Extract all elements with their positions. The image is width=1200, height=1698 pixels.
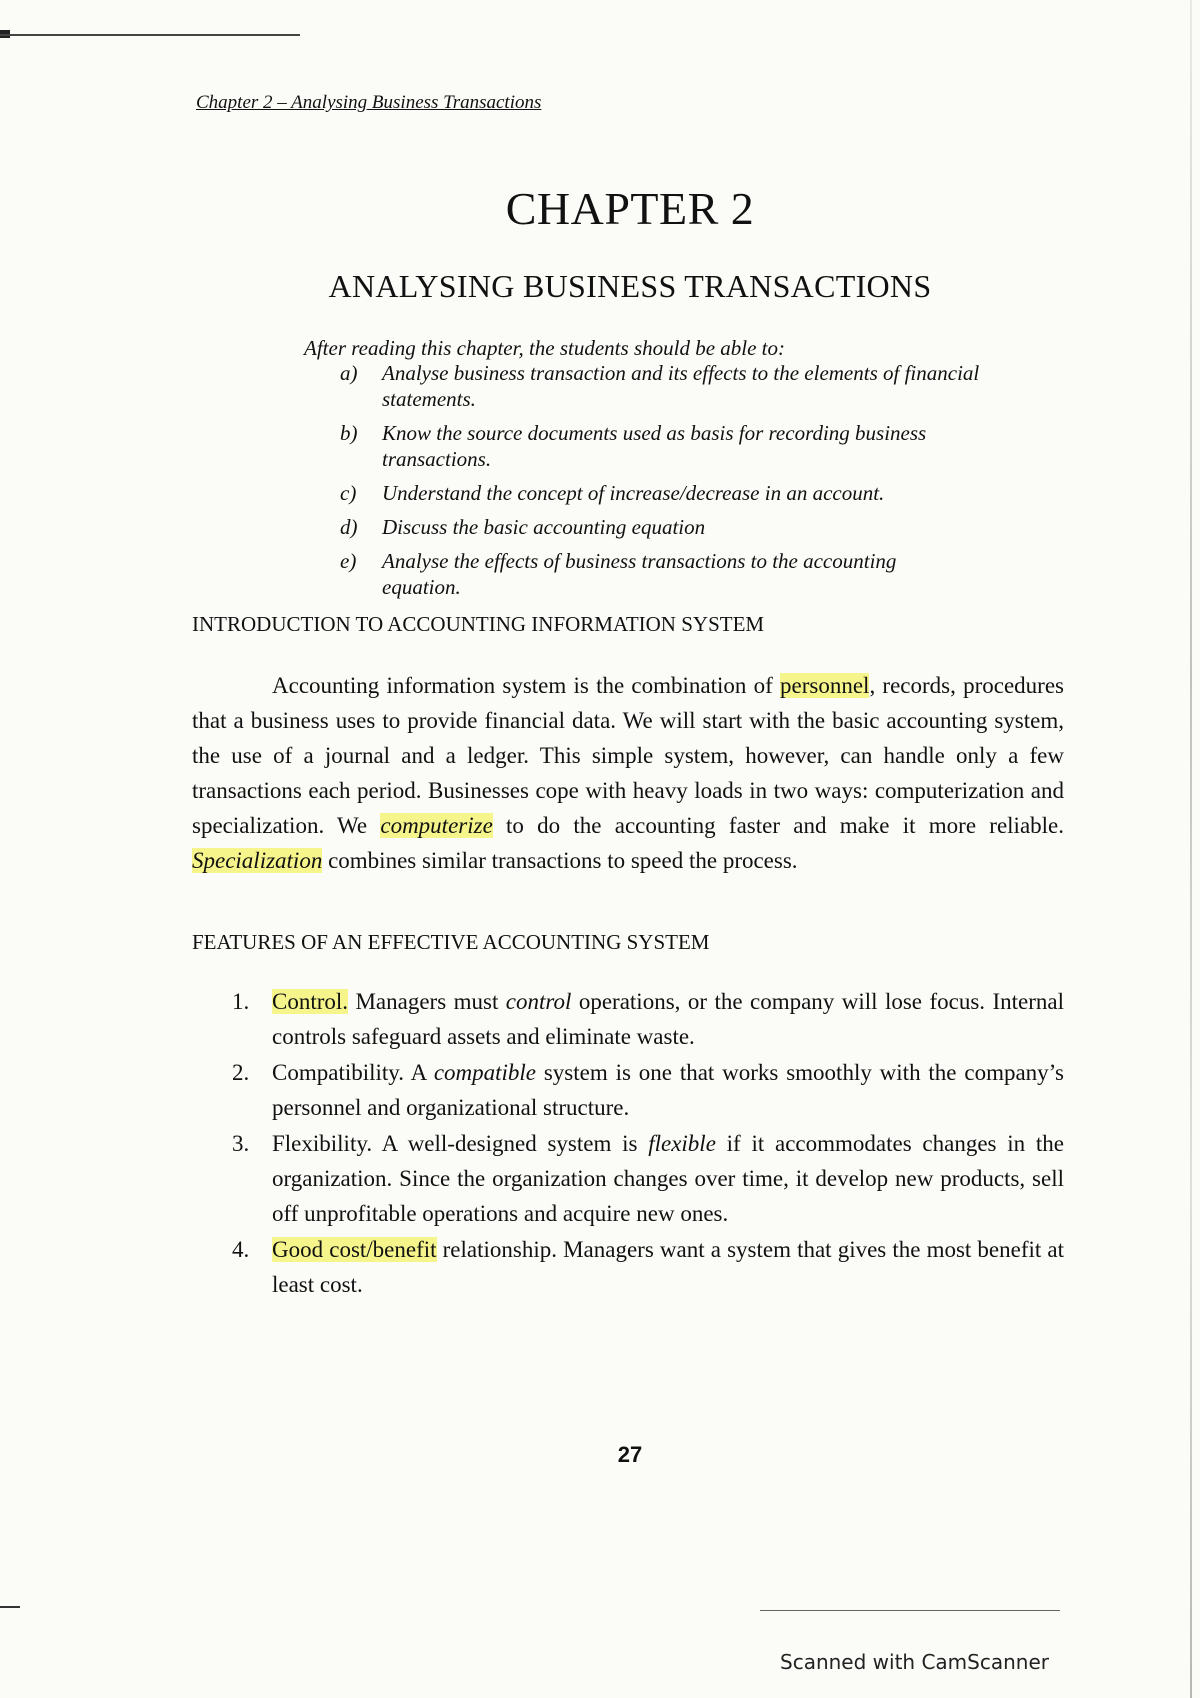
section-heading-intro: INTRODUCTION TO ACCOUNTING INFORMATION SYSTEM [192, 612, 765, 636]
feature-title: Flexibility. [272, 1131, 373, 1156]
objective-text: Analyse business transaction and its effects to the elements of financial statements. [382, 361, 980, 411]
features-list [232, 984, 1064, 1303]
objective-marker: a) [340, 361, 358, 385]
intro-text: combines similar transactions to speed the process. [322, 848, 798, 873]
intro-text: Accounting information system is the combination of [272, 673, 781, 698]
objective-text: Discuss the basic accounting equation [382, 515, 706, 539]
feature-term: compatible [433, 1060, 537, 1085]
objective-text: Know the source documents used as basis for recording business transactions. [382, 421, 927, 471]
feature-number: 4. [232, 1237, 250, 1262]
objective-marker: c) [340, 481, 357, 505]
objective-item [340, 420, 980, 472]
running-head: Chapter 2 – Analysing Business Transactions [196, 92, 542, 113]
intro-text: to do the accounting faster and make it more reliable. [492, 813, 1064, 838]
intro-text: , records, procedures that a business uses to provide financial data. We will start with the basic accounting system, the use of a journal and a ledger. This simple system, however, can handle only a few transactions each period. Businesses cope with heavy loads in two ways: computerization and specialization. We [192, 673, 1064, 838]
feature-text: A well-designed system is [372, 1131, 649, 1156]
objective-text: Understand the concept of increase/decrease in an account. [382, 481, 885, 505]
feature-text: if it accommodates changes in the organization. Since the organization changes over time, it develop new products, sell off unprofitable operations and acquire new ones. [272, 1131, 1064, 1226]
feature-term: control [505, 989, 572, 1014]
objective-marker: e) [340, 549, 357, 573]
feature-item [232, 1126, 1064, 1231]
objective-text: Analyse the effects of business transactions to the accounting equation. [382, 549, 897, 599]
page-number: 27 [617, 1442, 643, 1467]
feature-item [232, 1232, 1064, 1302]
intro-paragraph [192, 668, 1064, 878]
scan-artifact [0, 34, 300, 36]
highlighted-term: Specialization [192, 848, 323, 873]
section-heading-features: FEATURES OF AN EFFECTIVE ACCOUNTING SYSTEM [192, 930, 710, 954]
feature-title: Compatibility. [272, 1060, 405, 1085]
feature-title: Control. [272, 989, 349, 1014]
highlighted-text: personnel [780, 673, 870, 698]
highlighted-term: computerize [380, 813, 493, 838]
feature-item [232, 984, 1064, 1054]
objective-marker: b) [340, 421, 358, 445]
scan-artifact [760, 1610, 1060, 1611]
chapter-subtitle: ANALYSING BUSINESS TRANSACTIONS [328, 268, 932, 304]
feature-number: 2. [232, 1060, 250, 1085]
feature-title: Good cost/benefit [272, 1237, 437, 1262]
feature-text: A [404, 1060, 434, 1085]
objectives-list [340, 360, 980, 608]
objective-marker: d) [340, 515, 358, 539]
objective-item [340, 514, 980, 540]
objective-item [340, 480, 980, 506]
feature-number: 1. [232, 989, 250, 1014]
feature-item [232, 1055, 1064, 1125]
objectives-intro: After reading this chapter, the students should be able to: [304, 336, 786, 360]
objective-item [340, 360, 980, 412]
camscanner-watermark: Scanned with CamScanner [780, 1650, 1049, 1674]
feature-text: relationship. Managers want a system that gives the most benefit at least cost. [272, 1237, 1065, 1297]
feature-text: system is one that works smoothly with the company’s personnel and organizational structure. [272, 1060, 1065, 1120]
feature-text: operations, or the company will lose focus. Internal controls safeguard assets and eliminate waste. [272, 989, 1064, 1049]
feature-term: flexible [648, 1131, 716, 1156]
chapter-title: CHAPTER 2 [505, 183, 755, 234]
feature-number: 3. [232, 1131, 250, 1156]
objective-item [340, 548, 980, 600]
feature-text: Managers must [348, 989, 506, 1014]
scan-artifact [0, 1606, 20, 1608]
